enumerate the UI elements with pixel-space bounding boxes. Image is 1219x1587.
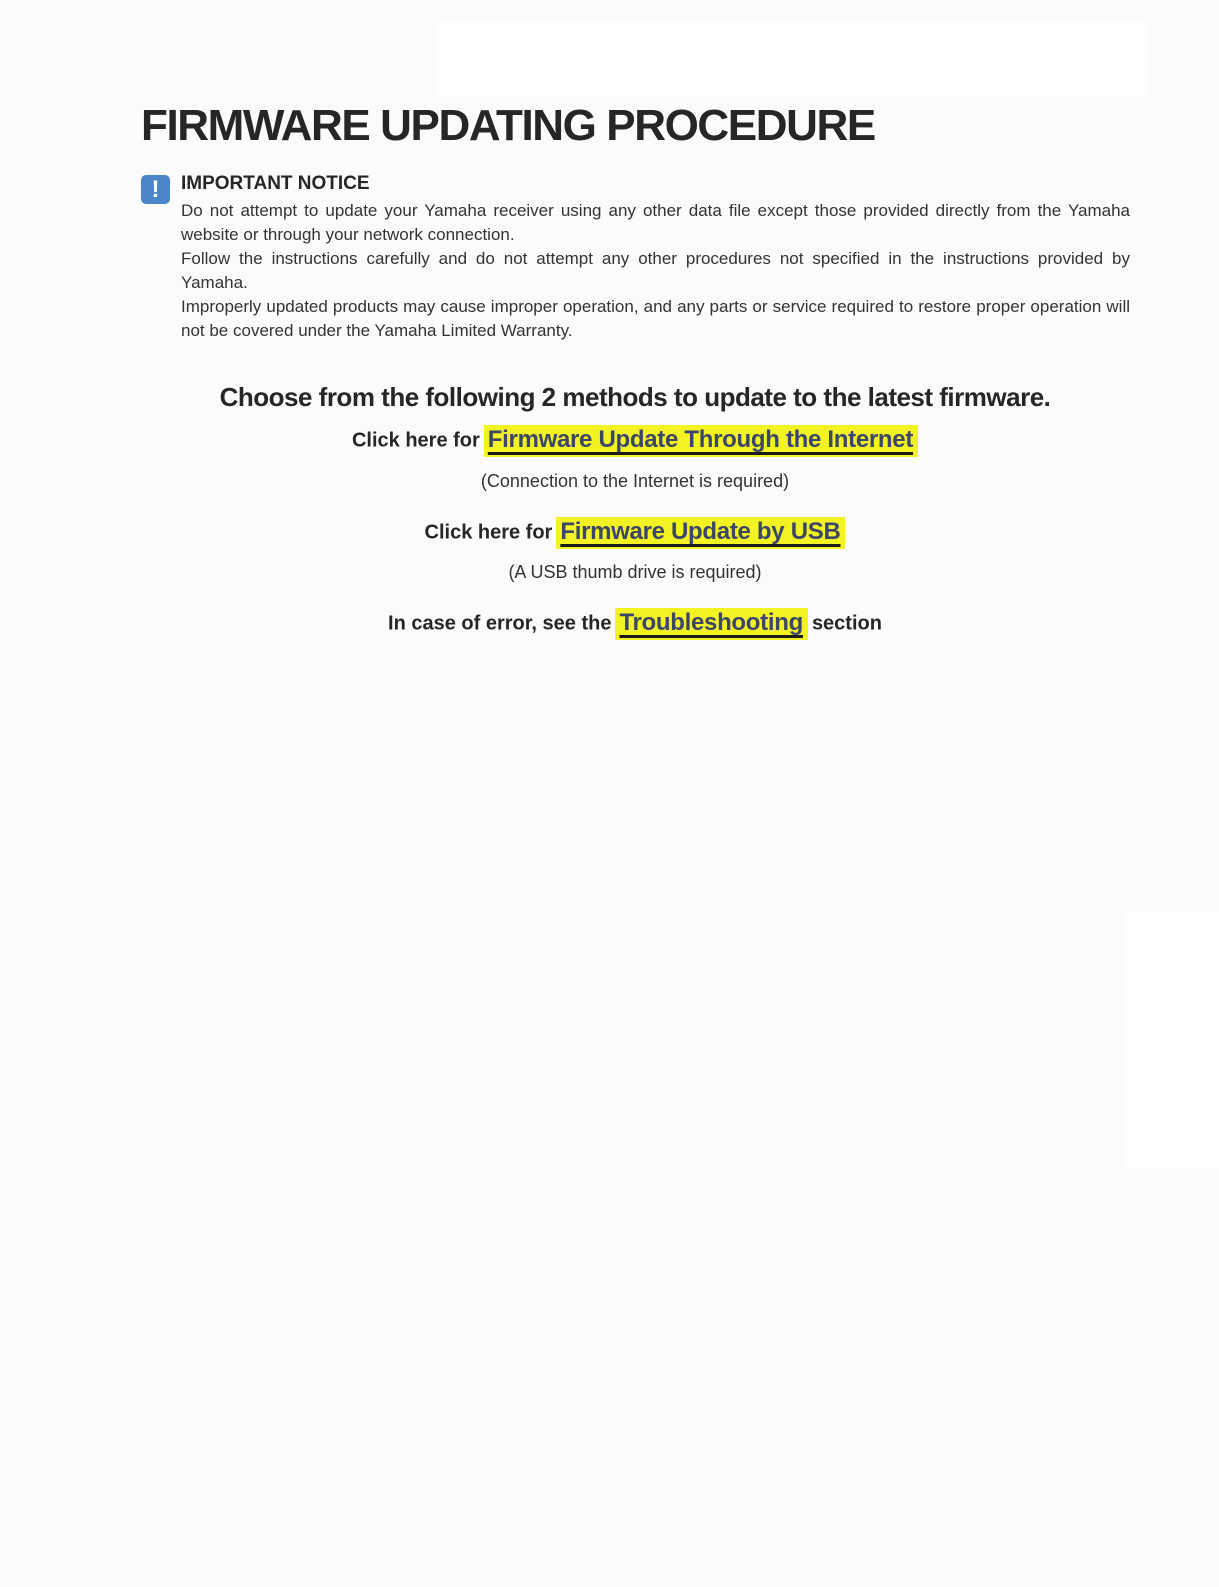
internet-update-line	[0, 425, 1219, 457]
usb-update-prefix: Click here for	[424, 521, 553, 544]
usb-update-note: (A USB thumb drive is required)	[508, 562, 762, 582]
usb-update-line	[0, 517, 1219, 549]
notice-body	[181, 199, 1130, 343]
internet-update-prefix: Click here for	[351, 429, 480, 452]
notice-paragraph: Follow the instructions carefully and do not attempt any other procedures not specified in the instructions provided by Yamaha.	[181, 249, 1130, 292]
methods-heading: Choose from the following 2 methods to update to the latest firmware.	[219, 382, 1051, 412]
internet-update-link[interactable]: Firmware Update Through the Internet	[484, 425, 918, 457]
notice-paragraph: Improperly updated products may cause improper operation, and any parts or service required to restore proper operation will not be covered under the Yamaha Limited Warranty.	[181, 297, 1130, 340]
faint-background-block-right	[1124, 912, 1219, 1174]
internet-update-note: (Connection to the Internet is required)	[480, 471, 790, 491]
notice-heading: IMPORTANT NOTICE	[181, 173, 370, 194]
troubleshooting-suffix: section	[811, 612, 882, 635]
troubleshooting-link[interactable]: Troubleshooting	[615, 608, 807, 640]
faint-background-block-top	[436, 20, 1148, 98]
exclamation-icon: !	[141, 175, 170, 204]
notice-paragraph: Do not attempt to update your Yamaha receiver using any other data file except those provided directly from the Yamaha website or through your network connection.	[181, 201, 1130, 244]
usb-update-link[interactable]: Firmware Update by USB	[556, 517, 845, 549]
troubleshooting-prefix: In case of error, see the	[388, 612, 612, 635]
page-title: FIRMWARE UPDATING PROCEDURE	[141, 101, 875, 150]
troubleshooting-line	[0, 608, 1219, 640]
